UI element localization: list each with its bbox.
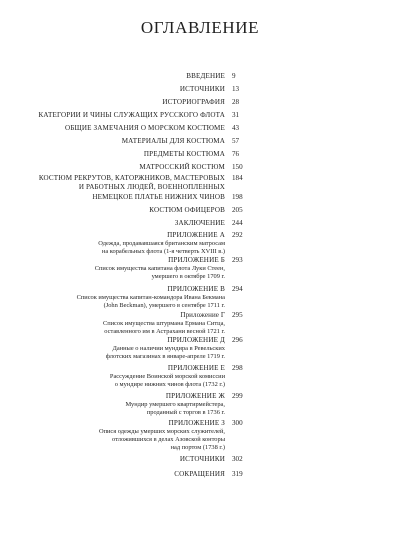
toc-entry-title: КОСТЮМ ОФИЦЕРОВ <box>149 206 225 214</box>
page-title: ОГЛАВЛЕНИЕ <box>140 18 260 37</box>
toc-entry-title: ПРИЛОЖЕНИЕ З <box>168 419 225 427</box>
toc-entry-description: флотских магазинах в январе-апреле 1719 г. <box>105 353 225 361</box>
toc-page-number: 205 <box>232 206 243 214</box>
toc-entry-text <box>0 137 225 146</box>
toc-entry[interactable] <box>0 85 255 94</box>
toc-entry-description: Список имущества капитан-командора Ивана Бекмана <box>76 293 225 301</box>
toc-page-number: 293 <box>232 256 243 264</box>
toc-entry-text <box>0 85 225 94</box>
toc-entry[interactable] <box>0 150 255 159</box>
toc-entry-text <box>0 150 225 159</box>
toc-entry-description: Одежда, продававшаяся британским матросам <box>98 239 225 247</box>
toc-entry-description: на корабельных флота (1-я четверть XVIII в.) <box>101 248 225 256</box>
toc-entry-description: о мундире нижних чинов флота (1732 г.) <box>114 381 225 389</box>
toc-entry-text <box>0 111 225 120</box>
toc-page-number: 319 <box>232 470 243 478</box>
toc-entry-title: МАТЕРИАЛЫ ДЛЯ КОСТЮМА <box>121 137 225 145</box>
toc-page-number: 150 <box>232 163 243 171</box>
toc-entry-title: ОБЩИЕ ЗАМЕЧАНИЯ О МОРСКОМ КОСТЮМЕ <box>65 124 225 132</box>
toc-entry[interactable] <box>0 72 255 81</box>
toc-entry[interactable] <box>0 206 255 215</box>
toc-entry-title: Приложение Г <box>180 311 225 319</box>
toc-entry-text <box>0 256 225 281</box>
toc-page-number: 299 <box>232 392 243 400</box>
toc-entry-title: ВВЕДЕНИЕ <box>186 72 225 80</box>
toc-page-number: 292 <box>232 231 243 239</box>
toc-page-number: 296 <box>232 336 243 344</box>
toc-entry-title: КОСТЮМ РЕКРУТОВ, КАТОРЖНИКОВ, МАСТЕРОВЫХ <box>38 174 225 182</box>
toc-entry[interactable] <box>0 364 255 389</box>
toc-entry[interactable] <box>0 336 255 361</box>
toc-page-number: 302 <box>232 455 243 463</box>
toc-entry-text <box>0 163 225 172</box>
toc-entry-text <box>0 311 225 336</box>
toc-entry[interactable] <box>0 311 255 336</box>
toc-entry-title: ИСТОРИОГРАФИЯ <box>162 98 225 106</box>
toc-entry-description: (John Beckman), умершего в сентябре 1711 г. <box>103 302 225 310</box>
toc-entry[interactable] <box>0 174 255 192</box>
toc-page-number: 28 <box>232 98 240 106</box>
toc-page-number: 298 <box>232 364 243 372</box>
toc-entry-title: ЗАКЛЮЧЕНИЕ <box>174 219 225 227</box>
toc-entry-text <box>0 470 225 479</box>
toc-page-number: 184 <box>232 174 243 182</box>
toc-entry-description: Мундир умершего квартирмейстера, <box>125 400 225 408</box>
toc-page-number: 300 <box>232 419 243 427</box>
toc-entry-description: проданный с торгов в 1736 г. <box>146 409 225 417</box>
toc-entry-title: ИСТОЧНИКИ <box>179 85 225 93</box>
toc-page-number: 57 <box>232 137 240 145</box>
toc-entry-title: ПРИЛОЖЕНИЕ Ж <box>165 392 225 400</box>
toc-entry-title: НЕМЕЦКОЕ ПЛАТЬЕ НИЖНИХ ЧИНОВ <box>92 193 225 201</box>
toc-page-number: 76 <box>232 150 240 158</box>
toc-entry-text <box>0 392 225 417</box>
toc-entry-title: ПРИЛОЖЕНИЕ Е <box>167 364 225 372</box>
toc-entry-title: СОКРАЩЕНИЯ <box>174 470 225 478</box>
toc-entry[interactable] <box>0 285 255 310</box>
toc-entry-description: Список имущества капитана флота Луки Стеен, <box>94 264 225 272</box>
toc-entry[interactable] <box>0 163 255 172</box>
toc-entry[interactable] <box>0 111 255 120</box>
toc-page-number: 9 <box>232 72 236 80</box>
toc-entry-text <box>0 364 225 389</box>
toc-entry-description: Данные о наличии мундира в Ревельских <box>112 344 225 352</box>
toc-entry-description: Рассуждение Воинской морской комиссии <box>109 372 225 380</box>
toc-entry-title: МАТРОССКИЙ КОСТЮМ <box>139 163 225 171</box>
toc-entry-text <box>0 124 225 133</box>
toc-entry[interactable] <box>0 219 255 228</box>
toc-entry-description: Опися одежды умерших морских служителей, <box>98 427 225 435</box>
toc-entry-title: ИСТОЧНИКИ <box>179 455 225 463</box>
toc-entry[interactable] <box>0 419 255 453</box>
toc-entry-title: ПРИЛОЖЕНИЕ В <box>167 285 225 293</box>
toc-entry-title: И РАБОТНЫХ ЛЮДЕЙ, ВОЕННОПЛЕННЫХ <box>78 182 225 191</box>
toc-entry-text <box>0 72 225 81</box>
toc-entry-text <box>0 174 225 192</box>
toc-entry[interactable] <box>0 256 255 281</box>
toc-entry-description: оставленного им в Астрахани весной 1721 г. <box>104 328 225 336</box>
toc-entry-title: ПРИЛОЖЕНИЕ Д <box>167 336 225 344</box>
toc-entry-description: отложившихся в делах Азовской конторы <box>112 436 225 444</box>
toc-page-number: 31 <box>232 111 240 119</box>
toc-entry-text <box>0 219 225 228</box>
toc-entry-text <box>0 193 225 202</box>
toc-entry-title: КАТЕГОРИИ И ЧИНЫ СЛУЖАЩИХ РУССКОГО ФЛОТА <box>38 111 225 119</box>
toc-page-number: 294 <box>232 285 243 293</box>
toc-entry[interactable] <box>0 455 255 464</box>
toc-entry[interactable] <box>0 124 255 133</box>
toc-entry[interactable] <box>0 98 255 107</box>
toc-entry-description: Список имущества штурмана Ермана Ситца, <box>102 319 225 327</box>
toc-entry-title: ПРИЛОЖЕНИЕ Б <box>168 256 225 264</box>
toc-entry[interactable] <box>0 231 255 256</box>
toc-entry-text <box>0 206 225 215</box>
toc-entry[interactable] <box>0 392 255 417</box>
toc-entry-text <box>0 98 225 107</box>
toc-page-number: 43 <box>232 124 240 132</box>
toc-entry-text <box>0 336 225 361</box>
toc-entry-text <box>0 455 225 464</box>
toc-page-number: 244 <box>232 219 243 227</box>
toc-entry-text <box>0 285 225 310</box>
toc-entry[interactable] <box>0 193 255 202</box>
toc-entry-text <box>0 419 225 453</box>
toc-page-number: 295 <box>232 311 243 319</box>
toc-page-number: 198 <box>232 193 243 201</box>
toc-page-number: 13 <box>232 85 240 93</box>
toc-entry-text <box>0 231 225 256</box>
toc-entry-title: ПРЕДМЕТЫ КОСТЮМА <box>143 150 225 158</box>
toc-entry[interactable] <box>0 137 255 146</box>
toc-entry-title: ПРИЛОЖЕНИЕ А <box>167 231 225 239</box>
toc-entry-description: над портом (1738 г.) <box>170 444 225 452</box>
toc-entry-description: умершего в октябре 1709 г. <box>151 273 225 281</box>
toc-entry[interactable] <box>0 470 255 479</box>
